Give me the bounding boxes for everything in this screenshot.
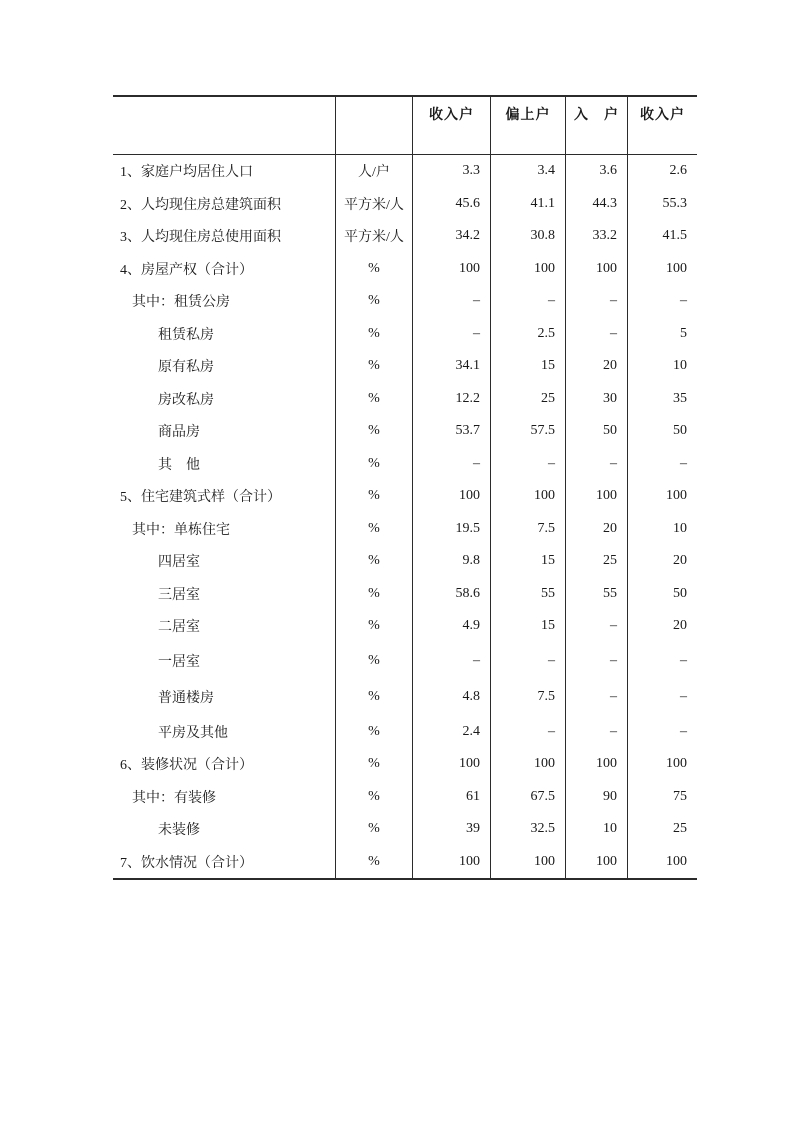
row-value: 10 — [673, 358, 687, 374]
row-value: – — [566, 448, 628, 481]
row-value: 3.4 — [491, 155, 566, 188]
row-value: 100 — [413, 480, 491, 513]
row-unit: % — [336, 781, 413, 814]
row-unit: 人/户 — [336, 155, 413, 188]
row-value: – — [566, 318, 628, 351]
table-row — [113, 679, 697, 716]
row-value: – — [566, 679, 628, 716]
row-value: 100 — [413, 748, 491, 781]
row-value: 67.5 — [491, 781, 566, 814]
row-value: 5 — [680, 325, 687, 341]
row-value: 34.2 — [413, 220, 491, 253]
row-value: 20 — [566, 350, 628, 383]
row-value: 75 — [673, 788, 687, 804]
row-value: – — [680, 652, 687, 668]
table-row — [113, 350, 697, 383]
row-unit: % — [336, 610, 413, 643]
row-value: 12.2 — [413, 383, 491, 416]
table-row — [113, 253, 697, 286]
row-value: – — [566, 716, 628, 749]
header-cell-group1: 收入户 — [413, 97, 491, 154]
row-value: – — [566, 285, 628, 318]
table-row — [113, 513, 697, 546]
row-value: 15 — [491, 610, 566, 643]
row-value: 100 — [413, 253, 491, 286]
row-label: 平房及其他 — [113, 716, 336, 749]
row-value: 10 — [566, 813, 628, 846]
table-row — [113, 846, 697, 879]
row-label: 普通楼房 — [113, 679, 336, 716]
row-value: 50 — [673, 423, 687, 439]
table-row — [113, 813, 697, 846]
row-unit: 平方米/人 — [336, 188, 413, 221]
table-row — [113, 545, 697, 578]
table-row — [113, 220, 697, 253]
row-unit: % — [336, 813, 413, 846]
table-row — [113, 188, 697, 221]
header-cell-label — [113, 97, 336, 154]
row-value: 55 — [566, 578, 628, 611]
row-unit: % — [336, 415, 413, 448]
row-label: 其 他 — [113, 448, 336, 481]
row-label: 未装修 — [113, 813, 336, 846]
row-value: – — [413, 448, 491, 481]
row-unit: % — [336, 285, 413, 318]
row-unit: % — [336, 578, 413, 611]
row-value: 100 — [413, 846, 491, 879]
row-value: 20 — [673, 553, 687, 569]
table-row — [113, 448, 697, 481]
row-unit: % — [336, 448, 413, 481]
row-value: – — [566, 643, 628, 680]
table-row — [113, 643, 697, 680]
row-label: 四居室 — [113, 545, 336, 578]
row-unit: % — [336, 383, 413, 416]
row-value: 100 — [491, 253, 566, 286]
row-label: 二居室 — [113, 610, 336, 643]
row-unit: % — [336, 513, 413, 546]
row-value: 100 — [566, 253, 628, 286]
row-value: 50 — [566, 415, 628, 448]
row-value: – — [413, 285, 491, 318]
row-unit: % — [336, 716, 413, 749]
row-value: 15 — [491, 545, 566, 578]
row-value: 15 — [491, 350, 566, 383]
row-value: 41.5 — [662, 228, 687, 244]
row-value: – — [680, 723, 687, 739]
row-value: 30 — [566, 383, 628, 416]
row-label: 其中：有装修 — [113, 781, 336, 814]
row-value: – — [491, 285, 566, 318]
header-cell-unit — [336, 97, 413, 154]
table-row — [113, 610, 697, 643]
row-value: 100 — [491, 480, 566, 513]
row-value: 9.8 — [413, 545, 491, 578]
row-value: 25 — [566, 545, 628, 578]
header-cell-group2: 偏上户 — [491, 97, 566, 154]
row-value: 10 — [673, 520, 687, 536]
row-value: 55 — [491, 578, 566, 611]
row-label: 6、装修状况（合计） — [113, 748, 336, 781]
row-value: 57.5 — [491, 415, 566, 448]
row-value: 39 — [413, 813, 491, 846]
row-value: – — [413, 318, 491, 351]
row-label: 1、家庭户均居住人口 — [113, 155, 336, 188]
row-label: 三居室 — [113, 578, 336, 611]
row-value: 90 — [566, 781, 628, 814]
row-value: 100 — [666, 488, 687, 504]
row-label: 一居室 — [113, 643, 336, 680]
row-unit: % — [336, 318, 413, 351]
row-value: 4.8 — [413, 679, 491, 716]
housing-survey-table — [113, 95, 697, 880]
row-value: 100 — [566, 846, 628, 879]
row-unit: % — [336, 846, 413, 879]
row-label: 2、人均现住房总建筑面积 — [113, 188, 336, 221]
row-unit: % — [336, 748, 413, 781]
row-label: 3、人均现住房总使用面积 — [113, 220, 336, 253]
row-value: 100 — [666, 756, 687, 772]
row-label: 7、饮水情况（合计） — [113, 846, 336, 879]
row-unit: % — [336, 350, 413, 383]
table-row — [113, 480, 697, 513]
row-value: – — [413, 643, 491, 680]
row-unit: 平方米/人 — [336, 220, 413, 253]
table-row — [113, 748, 697, 781]
row-value: 100 — [666, 853, 687, 869]
row-label: 房改私房 — [113, 383, 336, 416]
row-value: 20 — [566, 513, 628, 546]
row-label: 商品房 — [113, 415, 336, 448]
header-cell-group4: 收入户 — [640, 106, 685, 122]
row-value: 50 — [673, 585, 687, 601]
row-label: 其中：租赁公房 — [113, 285, 336, 318]
row-value: 58.6 — [413, 578, 491, 611]
table-body — [113, 155, 697, 878]
row-label: 原有私房 — [113, 350, 336, 383]
header-cell-group3: 入 户 — [566, 97, 628, 154]
row-value: 55.3 — [662, 195, 687, 211]
row-value: 30.8 — [491, 220, 566, 253]
table-row — [113, 781, 697, 814]
row-value: – — [680, 689, 687, 705]
row-value: 44.3 — [566, 188, 628, 221]
row-value: 4.9 — [413, 610, 491, 643]
row-value: – — [491, 643, 566, 680]
row-value: – — [491, 716, 566, 749]
row-value: 100 — [491, 748, 566, 781]
row-value: 32.5 — [491, 813, 566, 846]
row-value: 34.1 — [413, 350, 491, 383]
row-unit: % — [336, 679, 413, 716]
row-unit: % — [336, 253, 413, 286]
row-value: 2.5 — [491, 318, 566, 351]
row-value: 19.5 — [413, 513, 491, 546]
row-label: 其中：单栋住宅 — [113, 513, 336, 546]
row-value: – — [680, 293, 687, 309]
row-value: 61 — [413, 781, 491, 814]
row-value: 35 — [673, 390, 687, 406]
table-header-row — [113, 97, 697, 155]
row-unit: % — [336, 545, 413, 578]
row-value: 100 — [491, 846, 566, 879]
row-value: 100 — [666, 260, 687, 276]
table-row — [113, 318, 697, 351]
row-value: 3.3 — [413, 155, 491, 188]
row-value: – — [491, 448, 566, 481]
row-value: 25 — [673, 821, 687, 837]
row-value: 45.6 — [413, 188, 491, 221]
table-row — [113, 383, 697, 416]
row-value: 41.1 — [491, 188, 566, 221]
row-value: 25 — [491, 383, 566, 416]
table-row — [113, 415, 697, 448]
row-unit: % — [336, 480, 413, 513]
row-unit: % — [336, 643, 413, 680]
row-label: 5、住宅建筑式样（合计） — [113, 480, 336, 513]
row-value: 7.5 — [491, 513, 566, 546]
table-row — [113, 578, 697, 611]
row-value: 33.2 — [566, 220, 628, 253]
table-row — [113, 285, 697, 318]
row-label: 租赁私房 — [113, 318, 336, 351]
row-value: – — [566, 610, 628, 643]
row-value: 20 — [673, 618, 687, 634]
row-value: 2.6 — [669, 163, 687, 179]
row-label: 4、房屋产权（合计） — [113, 253, 336, 286]
row-value: 2.4 — [413, 716, 491, 749]
row-value: 3.6 — [566, 155, 628, 188]
row-value: 7.5 — [491, 679, 566, 716]
table-row — [113, 716, 697, 749]
row-value: 100 — [566, 748, 628, 781]
row-value: 100 — [566, 480, 628, 513]
table-row — [113, 155, 697, 188]
row-value: 53.7 — [413, 415, 491, 448]
row-value: – — [680, 455, 687, 471]
